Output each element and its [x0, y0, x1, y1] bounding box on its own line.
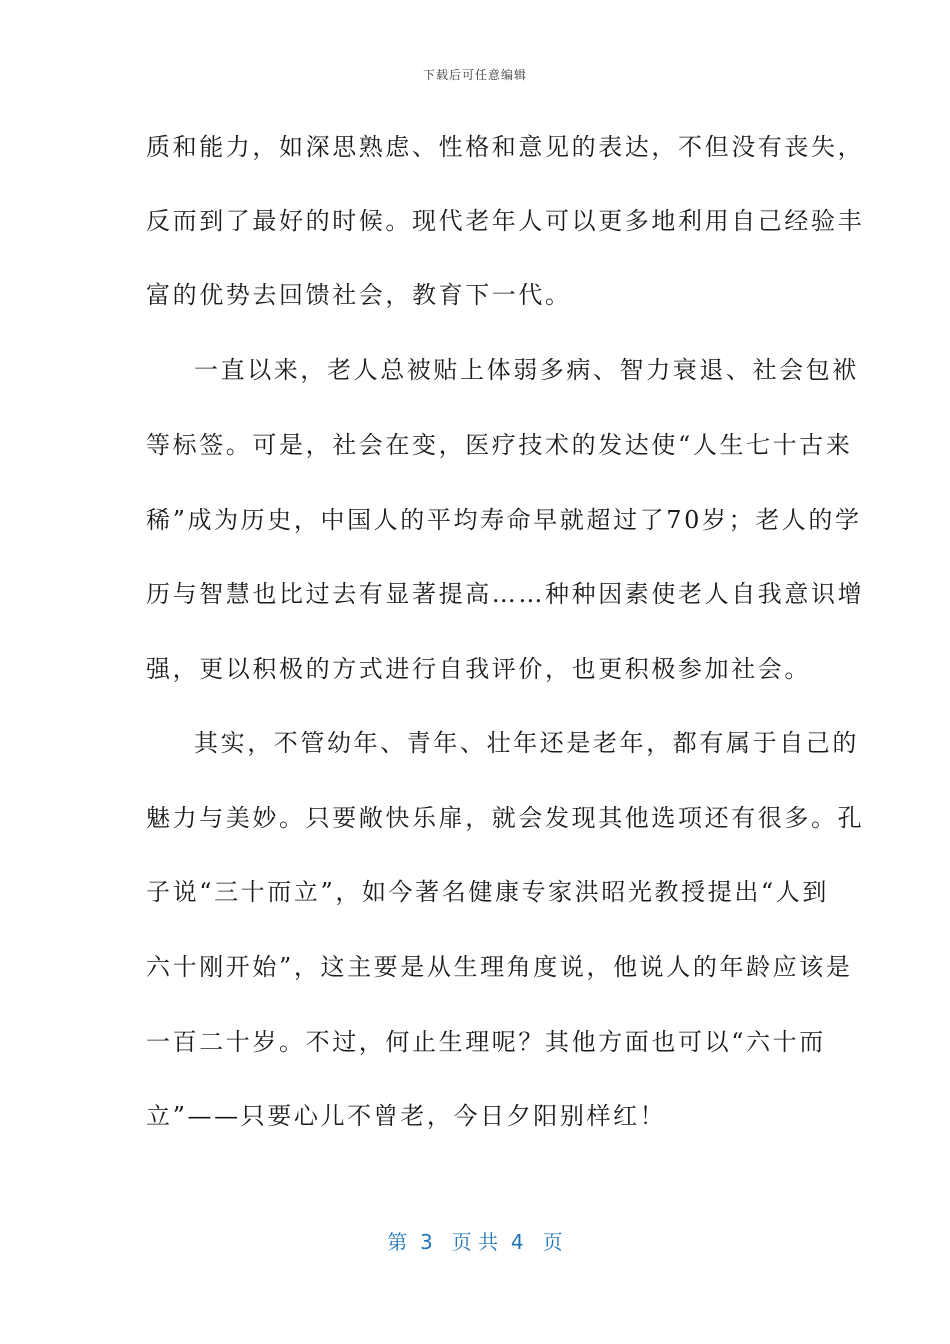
body-line: 魅力与美妙。只要敞快乐扉，就会发现其他选项还有很多。孔: [146, 804, 865, 832]
body-line: 质和能力，如深思熟虑、性格和意见的表达，不但没有丧失，: [146, 133, 865, 161]
page-number-footer: 第 3 页 共 4 页: [387, 1230, 563, 1254]
body-line: 一百二十岁。不过，何止生理呢？其他方面也可以“六十而: [146, 1028, 826, 1056]
body-line: 历与智慧也比过去有显著提高……种种因素使老人自我意识增: [146, 580, 865, 608]
paragraph-start-line: 其实，不管幼年、青年、壮年还是老年，都有属于自己的: [194, 729, 859, 757]
body-line: 反而到了最好的时候。现代老年人可以更多地利用自己经验丰: [146, 207, 865, 235]
body-line: 等标签。可是，社会在变，医疗技术的发达使“人生七十古来: [146, 431, 853, 459]
header-note: 下载后可任意编辑: [422, 68, 527, 82]
body-line: 稀”成为历史，中国人的平均寿命早就超过了70岁；老人的学: [146, 506, 862, 534]
paragraph-start-line: 一直以来，老人总被贴上体弱多病、智力衰退、社会包袱: [194, 356, 859, 384]
body-line: 六十刚开始”，这主要是从生理角度说，他说人的年龄应该是: [146, 953, 853, 981]
body-line: 子说“三十而立”，如今著名健康专家洪昭光教授提出“人到: [146, 878, 830, 906]
body-line: 立”——只要心儿不曾老，今日夕阳别样红！: [146, 1102, 667, 1130]
body-line: 强，更以积极的方式进行自我评价，也更积极参加社会。: [146, 655, 811, 683]
body-line: 富的优势去回馈社会，教育下一代。: [146, 281, 572, 309]
